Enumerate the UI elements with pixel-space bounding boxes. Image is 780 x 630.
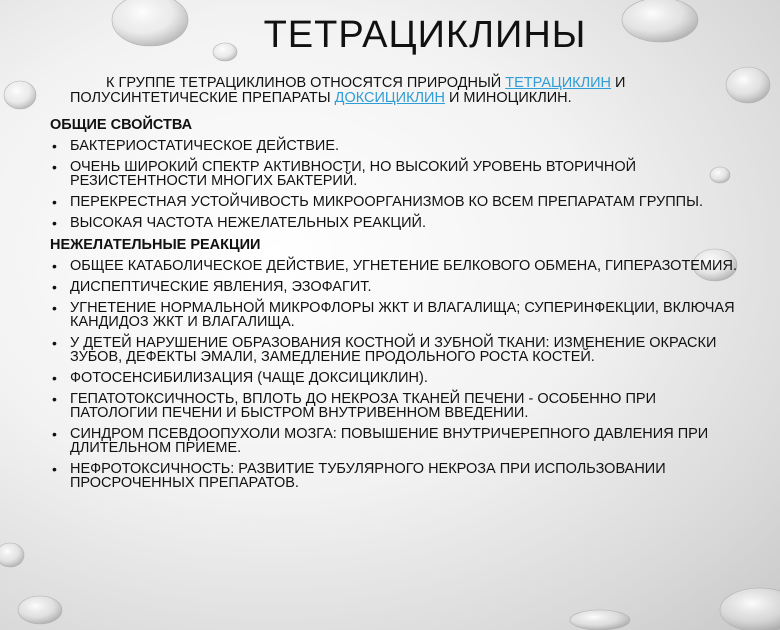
list-item-text: НЕФРОТОКСИЧНОСТЬ: РАЗВИТИЕ ТУБУЛЯРНОГО НЕКРОЗА ПРИ ИСПОЛЬЗОВАНИИ ПРОСРОЧЕННЫХ ПРЕПАРАТОВ. [70,461,666,491]
bullet-icon: • [52,159,57,175]
list-item-text: ГЕПАТОТОКСИЧНОСТЬ, ВПЛОТЬ ДО НЕКРОЗА ТКАНЕЙ ПЕЧЕНИ - ОСОБЕННО ПРИ ПАТОЛОГИИ ПЕЧЕНИ И БЫСТРОМ ВНУТРИВЕННОМ ВВЕДЕНИИ. [70,391,656,421]
slide-title: ТЕТРАЦИКЛИНЫ [263,14,587,56]
water-drop [720,588,780,630]
list-item-text: ОЧЕНЬ ШИРОКИЙ СПЕКТР АКТИВНОСТИ, НО ВЫСОКИЙ УРОВЕНЬ ВТОРИЧНОЙ РЕЗИСТЕНТНОСТИ МНОГИХ БАКТЕРИЙ. [70,159,637,189]
bullet-icon: • [52,426,57,442]
general-properties-heading: ОБЩИЕ СВОЙСТВА [50,117,193,133]
bullet-icon: • [52,391,57,407]
water-drop [570,610,630,630]
list-item [50,392,740,420]
water-drop [4,81,36,109]
list-item [50,462,740,490]
bullet-icon: • [52,370,57,386]
bullet-icon: • [52,138,57,154]
list-item-text: СИНДРОМ ПСЕВДООПУХОЛИ МОЗГА: ПОВЫШЕНИЕ ВНУТРИЧЕРЕПНОГО ДАВЛЕНИЯ ПРИ ДЛИТЕЛЬНОМ ПРИЕМЕ. [70,426,709,456]
list-item [50,195,740,209]
list-item [50,427,740,455]
list-item [50,160,740,188]
water-drop [18,596,62,624]
list-item-text: ДИСПЕПТИЧЕСКИЕ ЯВЛЕНИЯ, ЭЗОФАГИТ. [70,279,372,295]
doxycycline-link[interactable]: ДОКСИЦИКЛИН [334,90,445,106]
bullet-icon: • [52,461,57,477]
list-item-text: ВЫСОКАЯ ЧАСТОТА НЕЖЕЛАТЕЛЬНЫХ РЕАКЦИЙ. [70,215,427,231]
bullet-icon: • [52,215,57,231]
list-item-text: ФОТОСЕНСИБИЛИЗАЦИЯ (ЧАЩЕ ДОКСИЦИКЛИН). [70,370,428,386]
adverse-reactions-heading: НЕЖЕЛАТЕЛЬНЫЕ РЕАКЦИИ [50,237,261,253]
list-item [50,371,740,385]
bullet-icon: • [52,194,57,210]
list-item-text: УГНЕТЕНИЕ НОРМАЛЬНОЙ МИКРОФЛОРЫ ЖКТ И ВЛАГАЛИЩА; СУПЕРИНФЕКЦИИ, ВКЛЮЧАЯ КАНДИДОЗ ЖКТ И ВЛАГАЛИЩА. [70,300,735,330]
list-item [50,259,740,273]
list-item-text: ПЕРЕКРЕСТНАЯ УСТОЙЧИВОСТЬ МИКРООРГАНИЗМОВ КО ВСЕМ ПРЕПАРАТАМ ГРУППЫ. [70,194,703,210]
list-item [50,280,740,294]
list-item-text: ОБЩЕЕ КАТАБОЛИЧЕСКОЕ ДЕЙСТВИЕ, УГНЕТЕНИЕ БЕЛКОВОГО ОБМЕНА, ГИПЕРАЗОТЕМИЯ. [70,258,737,274]
list-item [50,139,740,153]
slide-content [50,117,740,497]
list-item-text: У ДЕТЕЙ НАРУШЕНИЕ ОБРАЗОВАНИЯ КОСТНОЙ И ЗУБНОЙ ТКАНИ: ИЗМЕНЕНИЕ ОКРАСКИ ЗУБОВ, ДЕФЕКТЫ ЭМАЛИ, ЗАМЕДЛЕНИЕ ПРОДОЛЬНОГО РОСТА КОСТЕЙ. [70,335,717,365]
list-item [50,336,740,364]
bullet-icon: • [52,300,57,316]
general-properties-list [50,139,740,230]
list-item-text: БАКТЕРИОСТАТИЧЕСКОЕ ДЕЙСТВИЕ. [70,138,340,154]
intro-text: И МИНОЦИКЛИН. [444,90,572,106]
bullet-icon: • [52,258,57,274]
water-drop [0,543,24,567]
list-item [50,301,740,329]
intro-text: К ГРУППЕ ТЕТРАЦИКЛИНОВ ОТНОСЯТСЯ ПРИРОДНЫЙ [106,75,506,91]
intro-paragraph [70,76,760,106]
intro-text: И ПОЛУСИНТЕТИЧЕСКИЕ ПРЕПАРАТЫ [70,75,626,106]
bullet-icon: • [52,335,57,351]
list-item [50,216,740,230]
adverse-reactions-list [50,259,740,490]
bullet-icon: • [52,279,57,295]
tetracycline-link[interactable]: ТЕТРАЦИКЛИН [505,75,612,91]
